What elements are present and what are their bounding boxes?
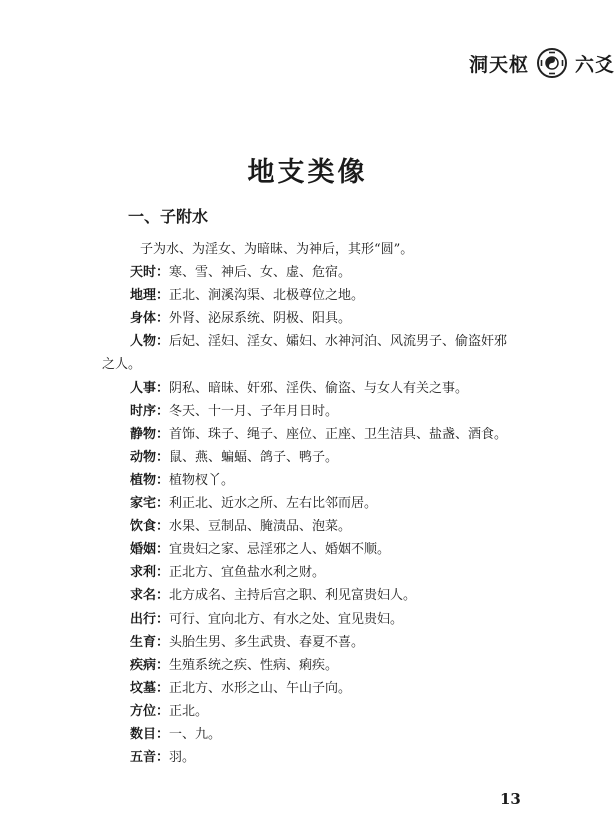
entry-label: 动物：: [130, 449, 170, 465]
entry-label: 方位：: [130, 703, 170, 719]
entry-label: 生育：: [130, 634, 170, 650]
entry-line: [102, 492, 562, 515]
entry-label: 家宅：: [130, 496, 170, 512]
entry-continuation: 之人。: [102, 357, 142, 373]
entry-label: 饮食：: [130, 519, 170, 535]
entry-label: 人事：: [130, 380, 170, 396]
entry-line: [102, 515, 562, 538]
entry-text: 正北方、宜鱼盐水利之财。: [169, 565, 326, 581]
entry-label: 地理：: [130, 288, 170, 304]
entry-text: 水果、豆制品、腌渍品、泡菜。: [169, 519, 352, 535]
entry-line: [102, 423, 562, 446]
entry-line: [102, 400, 562, 423]
entry-label: 时序：: [130, 403, 170, 419]
entry-label: 数目：: [130, 726, 170, 742]
entry-text: 羽。: [169, 750, 196, 766]
entry-line: [102, 584, 562, 607]
entry-label: 静物：: [130, 426, 170, 442]
bagua-yinyang-icon: [537, 48, 567, 78]
entry-text: 外肾、泌尿系统、阴极、阳具。: [169, 311, 352, 327]
entry-line: [102, 631, 562, 654]
section-heading: 一、子附水: [128, 207, 209, 226]
entry-text: 正北。: [169, 703, 209, 719]
running-header: [469, 48, 615, 78]
entry-line: [102, 723, 562, 746]
entry-label: 植物：: [130, 472, 170, 488]
entry-line: [102, 538, 562, 561]
section-body: [102, 238, 562, 769]
entry-text: 头胎生男、多生武贵、春夏不喜。: [169, 634, 365, 650]
entry-label: 求名：: [130, 588, 170, 604]
entry-line: [102, 307, 562, 330]
entry-line: [102, 608, 562, 631]
entry-line: [102, 446, 562, 469]
entry-text: 北方成名、主持后宫之职、利见富贵妇人。: [169, 588, 417, 604]
running-text: 六爻: [574, 53, 615, 76]
entry-line: [102, 284, 562, 307]
entry-text: 利正北、近水之所、左右比邻而居。: [169, 496, 378, 512]
entry-text: 一、九。: [169, 726, 222, 742]
entry-label: 人物：: [130, 334, 170, 350]
entry-line: [102, 469, 562, 492]
entry-text: 鼠、燕、蝙蝠、鸽子、鸭子。: [169, 449, 339, 465]
entry-line: [102, 330, 562, 353]
entry-text: 首饰、珠子、绳子、座位、正座、卫生洁具、盐盏、酒食。: [169, 426, 508, 442]
entry-label: 出行：: [130, 611, 170, 627]
entry-text: 可行、宜向北方、有水之处、宜见贵妇。: [169, 611, 404, 627]
entry-label: 身体：: [130, 311, 170, 327]
entry-text: 正北、涧溪沟渠、北极尊位之地。: [169, 288, 365, 304]
entry-text: 宜贵妇之家、忌淫邪之人、婚姻不顺。: [169, 542, 391, 558]
entry-line: [102, 561, 562, 584]
entry-label: 五音：: [130, 750, 170, 766]
entry-label: 求利：: [130, 565, 170, 581]
entry-line: [102, 261, 562, 284]
entry-line: [102, 746, 562, 769]
page-number: 13: [500, 790, 521, 808]
book-title: 洞天枢: [468, 53, 529, 76]
entry-text: 后妃、淫妇、淫女、孀妇、水神河泊、风流男子、偷盗奸邪: [169, 334, 508, 350]
entry-label: 天时：: [130, 265, 170, 281]
entry-text: 冬天、十一月、子年月日时。: [169, 403, 339, 419]
entry-text: 正北方、水形之山、午山子向。: [169, 680, 352, 696]
entry-text: 生殖系统之疾、性病、痢疾。: [169, 657, 339, 673]
page-title: 地支类像: [247, 157, 368, 188]
entry-line: [102, 377, 562, 400]
entry-label: 婚姻：: [130, 542, 170, 558]
entry-line: [102, 677, 562, 700]
entry-line: [102, 654, 562, 677]
entry-label: 坟墓：: [130, 680, 170, 696]
entry-line: [102, 700, 562, 723]
entry-text: 寒、雪、神后、女、虚、危宿。: [169, 265, 352, 281]
entry-label: 疾病：: [130, 657, 170, 673]
section-intro: 子为水、为淫女、为暗昧、为神后，其形“圆”。: [140, 242, 414, 257]
entry-text: 植物杈丫。: [169, 472, 235, 488]
entry-text: 阴私、暗昧、奸邪、淫佚、偷盗、与女人有关之事。: [169, 380, 469, 396]
